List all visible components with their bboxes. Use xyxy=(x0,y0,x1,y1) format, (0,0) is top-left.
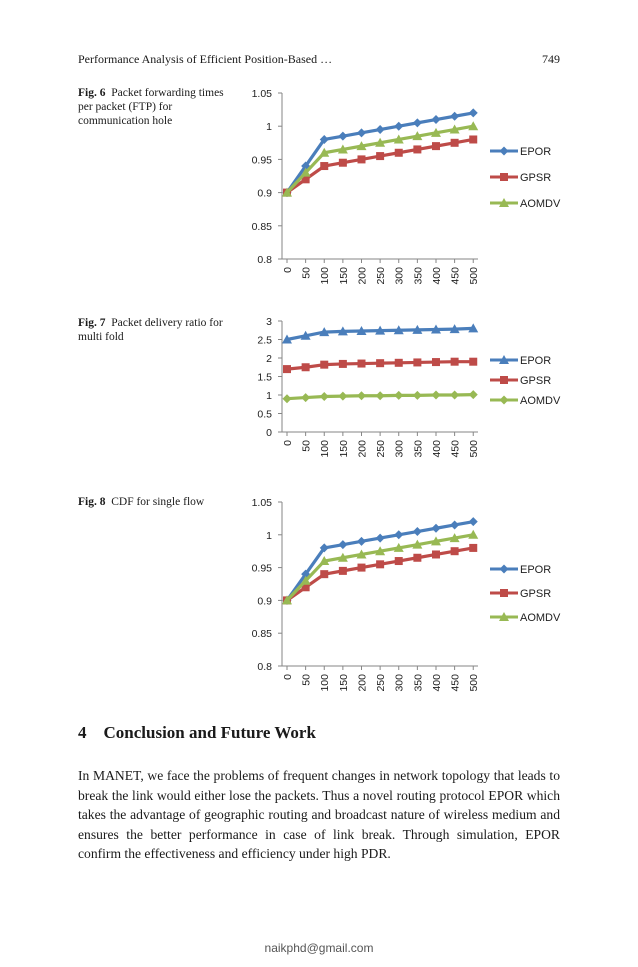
data-point-gpsr xyxy=(339,567,347,575)
data-point-gpsr xyxy=(413,358,421,366)
x-tick-label: 450 xyxy=(449,674,462,692)
y-tick-label: 0.8 xyxy=(257,661,272,673)
data-point-gpsr xyxy=(357,360,365,368)
data-point-aomdv xyxy=(469,390,478,399)
data-point-gpsr xyxy=(413,554,421,562)
data-point-aomdv xyxy=(283,394,292,403)
y-tick-label: 0.95 xyxy=(251,562,272,575)
y-tick-label: 0.5 xyxy=(257,408,272,421)
data-point-gpsr xyxy=(413,145,421,153)
data-point-aomdv xyxy=(394,391,403,400)
x-tick-label: 250 xyxy=(375,267,388,285)
data-point-gpsr xyxy=(376,152,384,160)
data-point-gpsr xyxy=(283,365,291,373)
figure-7-label: Fig. 7 xyxy=(78,317,106,329)
legend-label-aomdv: AOMDV xyxy=(520,395,561,407)
figure-8-caption xyxy=(78,495,228,509)
y-tick-label: 0.85 xyxy=(251,628,272,641)
data-point-epor xyxy=(338,132,347,141)
data-point-aomdv xyxy=(413,391,422,400)
x-tick-label: 150 xyxy=(337,267,350,285)
data-point-epor xyxy=(413,527,422,536)
section-title: Conclusion and Future Work xyxy=(103,723,316,742)
legend-marker-epor xyxy=(500,147,509,156)
data-point-epor xyxy=(450,520,459,529)
legend-label-gpsr: GPSR xyxy=(520,588,552,600)
figure-6-text: Packet forwarding times per packet (FTP) for communication hole xyxy=(78,87,224,127)
x-tick-label: 300 xyxy=(393,267,406,285)
x-tick-label: 150 xyxy=(337,674,350,692)
data-point-aomdv xyxy=(357,391,366,400)
x-tick-label: 450 xyxy=(449,440,462,458)
data-point-epor xyxy=(469,517,478,526)
figure-7-caption xyxy=(78,316,228,344)
legend-label-epor: EPOR xyxy=(520,146,552,158)
x-tick-label: 50 xyxy=(300,674,313,686)
y-tick-label: 0 xyxy=(266,427,272,439)
data-point-gpsr xyxy=(469,544,477,552)
y-tick-label: 0.9 xyxy=(257,595,272,608)
y-tick-label: 0.85 xyxy=(251,220,272,233)
data-point-epor xyxy=(469,108,478,117)
x-tick-label: 400 xyxy=(430,267,443,285)
x-tick-label: 200 xyxy=(356,267,369,285)
data-point-gpsr xyxy=(339,360,347,368)
figure-7-chart xyxy=(240,312,570,472)
data-point-gpsr xyxy=(451,547,459,555)
legend-label-gpsr: GPSR xyxy=(520,375,552,387)
conclusion-paragraph: In MANET, we face the problems of frequent changes in network topology that leads to break the link would either lose the packets. Thus a novel routing protocol EPOR which takes the advantage of geographic routing and broadcast nature of wireless medium and ensures the better performance in case of link break. Through simulation, EPOR confirm the effectiveness and efficiency under high PDR. xyxy=(78,768,560,861)
data-point-gpsr xyxy=(357,564,365,572)
data-point-gpsr xyxy=(395,149,403,157)
data-point-epor xyxy=(450,112,459,121)
section-number: 4 xyxy=(78,723,87,742)
data-point-gpsr xyxy=(376,359,384,367)
y-tick-label: 1.05 xyxy=(251,88,272,100)
running-title: Performance Analysis of Efficient Position-Based … xyxy=(78,52,333,66)
data-point-gpsr xyxy=(320,162,328,170)
data-point-epor xyxy=(357,537,366,546)
x-tick-label: 200 xyxy=(356,674,369,692)
x-tick-label: 100 xyxy=(319,267,332,285)
y-tick-label: 1 xyxy=(266,529,272,542)
x-tick-label: 400 xyxy=(430,674,443,692)
legend-label-epor: EPOR xyxy=(520,355,552,367)
data-point-aomdv xyxy=(320,392,329,401)
x-tick-label: 300 xyxy=(393,440,406,458)
legend-marker-epor xyxy=(500,565,509,574)
data-point-gpsr xyxy=(395,557,403,565)
data-point-gpsr xyxy=(376,560,384,568)
legend-marker-gpsr xyxy=(500,173,508,181)
data-point-gpsr xyxy=(451,358,459,366)
data-point-gpsr xyxy=(320,361,328,369)
data-point-gpsr xyxy=(395,359,403,367)
x-tick-label: 350 xyxy=(412,674,425,692)
data-point-epor xyxy=(338,540,347,549)
x-tick-label: 0 xyxy=(282,267,294,273)
series-line-gpsr xyxy=(287,139,473,192)
y-tick-label: 1 xyxy=(266,390,272,402)
y-tick-label: 1.5 xyxy=(257,371,272,384)
data-point-epor xyxy=(376,125,385,134)
section-heading xyxy=(78,723,316,743)
x-tick-label: 250 xyxy=(375,440,388,458)
legend-marker-aomdv xyxy=(500,396,509,405)
x-tick-label: 450 xyxy=(449,267,462,285)
y-tick-label: 2.5 xyxy=(257,334,272,347)
x-tick-label: 150 xyxy=(337,440,350,458)
x-tick-label: 50 xyxy=(300,440,313,452)
data-point-gpsr xyxy=(451,139,459,147)
y-tick-label: 1 xyxy=(266,121,272,134)
figure-8-chart xyxy=(240,494,570,704)
figure-7-text: Packet delivery ratio for multi fold xyxy=(78,317,223,343)
data-point-aomdv xyxy=(301,393,310,402)
x-tick-label: 400 xyxy=(430,440,443,458)
x-tick-label: 350 xyxy=(412,440,425,458)
x-tick-label: 100 xyxy=(319,674,332,692)
x-tick-label: 0 xyxy=(282,674,294,680)
y-tick-label: 0.95 xyxy=(251,154,272,167)
legend-marker-gpsr xyxy=(500,589,508,597)
x-tick-label: 500 xyxy=(468,674,481,692)
data-point-epor xyxy=(376,534,385,543)
x-tick-label: 500 xyxy=(468,440,481,458)
legend-label-aomdv: AOMDV xyxy=(520,612,561,624)
legend-label-epor: EPOR xyxy=(520,564,552,576)
y-tick-label: 2 xyxy=(266,353,272,365)
data-point-epor xyxy=(394,530,403,539)
data-point-aomdv xyxy=(450,391,459,400)
y-tick-label: 0.8 xyxy=(257,254,272,266)
y-tick-label: 3 xyxy=(266,316,272,328)
x-tick-label: 300 xyxy=(393,674,406,692)
data-point-aomdv xyxy=(338,392,347,401)
figure-8-label: Fig. 8 xyxy=(78,496,106,508)
data-point-gpsr xyxy=(432,550,440,558)
y-tick-label: 0.9 xyxy=(257,187,272,200)
data-point-epor xyxy=(431,524,440,533)
figure-8-text: CDF for single flow xyxy=(111,496,205,508)
data-point-epor xyxy=(357,128,366,137)
data-point-epor xyxy=(413,118,422,127)
data-point-gpsr xyxy=(469,135,477,143)
legend-label-gpsr: GPSR xyxy=(520,172,552,184)
x-tick-label: 250 xyxy=(375,674,388,692)
series-line-gpsr xyxy=(287,548,473,600)
data-point-gpsr xyxy=(469,358,477,366)
data-point-gpsr xyxy=(357,155,365,163)
x-tick-label: 100 xyxy=(319,440,332,458)
data-point-epor xyxy=(394,122,403,131)
x-tick-label: 50 xyxy=(300,267,313,279)
data-point-gpsr xyxy=(432,142,440,150)
figure-6-chart xyxy=(240,85,570,295)
x-tick-label: 0 xyxy=(282,440,294,446)
figure-6-label: Fig. 6 xyxy=(78,87,106,99)
x-tick-label: 500 xyxy=(468,267,481,285)
page-number: 749 xyxy=(542,52,560,66)
data-point-aomdv xyxy=(431,391,440,400)
x-tick-label: 350 xyxy=(412,267,425,285)
legend-marker-gpsr xyxy=(500,376,508,384)
footer-email: naikphd@gmail.com xyxy=(264,941,374,955)
y-tick-label: 1.05 xyxy=(251,497,272,509)
data-point-gpsr xyxy=(320,570,328,578)
data-point-gpsr xyxy=(339,159,347,167)
data-point-aomdv xyxy=(376,391,385,400)
data-point-gpsr xyxy=(432,358,440,366)
figure-6-caption xyxy=(78,86,228,128)
data-point-epor xyxy=(431,115,440,124)
x-tick-label: 200 xyxy=(356,440,369,458)
legend-label-aomdv: AOMDV xyxy=(520,198,561,210)
data-point-gpsr xyxy=(302,363,310,371)
